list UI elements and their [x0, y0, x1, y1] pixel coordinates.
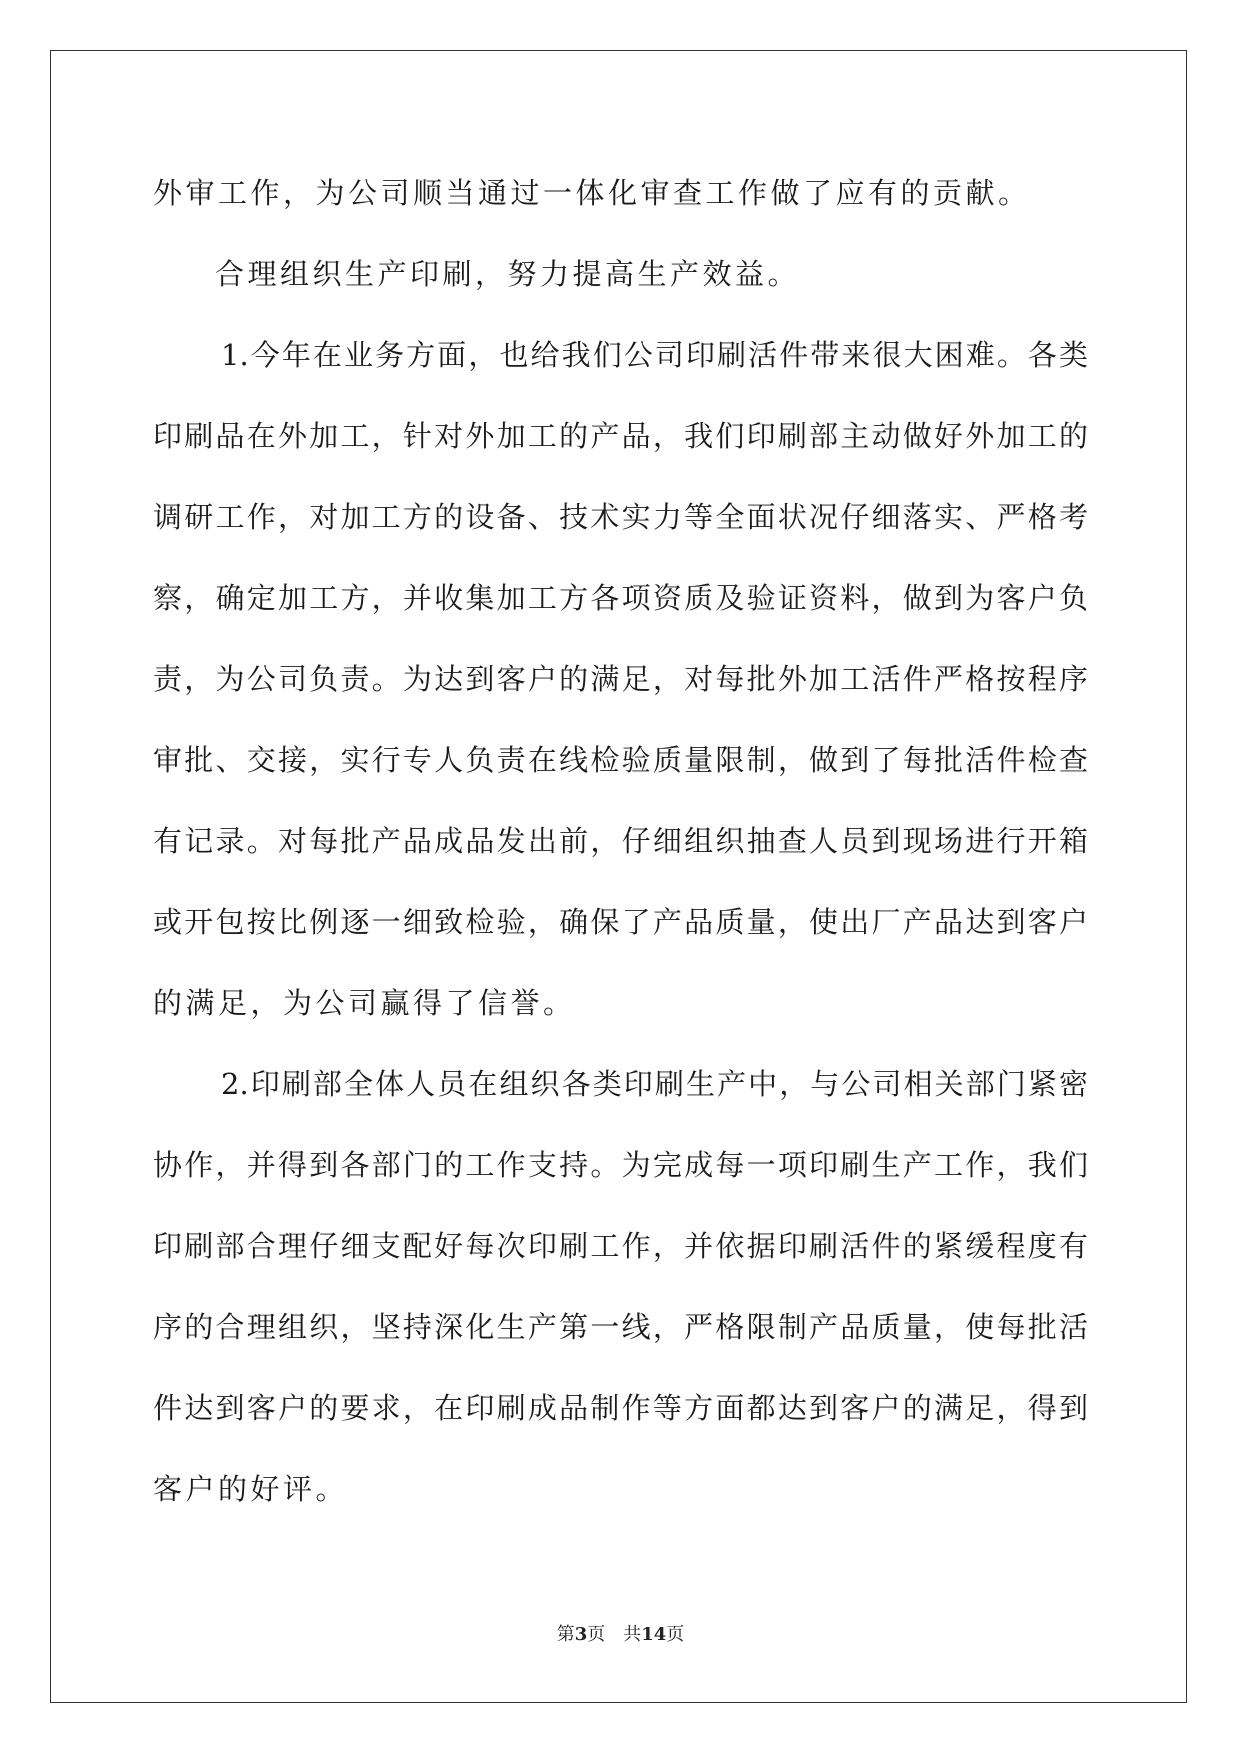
footer-total-suffix: 页	[666, 1624, 685, 1645]
footer-page-suffix: 页	[587, 1624, 606, 1645]
document-body	[153, 163, 1088, 1540]
text-line: 印刷部合理仔细支配好每次印刷工作，并依据印刷活件的紧缓程度有	[153, 1229, 1088, 1263]
footer-total-pages: 14	[641, 1624, 667, 1645]
text-line: 协作，并得到各部门的工作支持。为完成每一项印刷生产工作，我们	[153, 1148, 1088, 1182]
text-line: 有记录。对每批产品成品发出前，仔细组织抽查人员到现场进行开箱	[153, 824, 1088, 858]
footer-total-prefix: 共	[623, 1624, 642, 1645]
page-footer	[0, 1620, 1241, 1646]
text-line: 审批、交接，实行专人负责在线检验质量限制，做到了每批活件检查	[153, 743, 1088, 777]
text-line: 客户的好评。	[153, 1472, 349, 1506]
text-line: 的满足，为公司赢得了信誉。	[153, 986, 576, 1020]
text-line: 外审工作，为公司顺当通过一体化审查工作做了应有的贡献。	[153, 176, 1031, 210]
footer-page-number: 3	[574, 1624, 588, 1645]
text-line: 印刷品在外加工，针对外加工的产品，我们印刷部主动做好外加工的	[153, 419, 1088, 453]
text-line: 合理组织生产印刷，努力提高生产效益。	[215, 257, 801, 291]
text-line: 责，为公司负责。为达到客户的满足，对每批外加工活件严格按程序	[153, 662, 1088, 696]
text-line: 或开包按比例逐一细致检验，确保了产品质量，使出厂产品达到客户	[153, 905, 1088, 939]
text-line: 2.印刷部全体人员在组织各类印刷生产中，与公司相关部门紧密	[221, 1067, 1088, 1101]
text-line: 调研工作，对加工方的设备、技术实力等全面状况仔细落实、严格考	[153, 500, 1088, 534]
text-line: 察，确定加工方，并收集加工方各项资质及验证资料，做到为客户负	[153, 581, 1088, 615]
text-line: 1.今年在业务方面，也给我们公司印刷活件带来很大困难。各类	[221, 338, 1088, 372]
footer-page-prefix: 第	[556, 1624, 575, 1645]
text-line: 件达到客户的要求，在印刷成品制作等方面都达到客户的满足，得到	[153, 1391, 1088, 1425]
text-line: 序的合理组织，坚持深化生产第一线，严格限制产品质量，使每批活	[153, 1310, 1088, 1344]
